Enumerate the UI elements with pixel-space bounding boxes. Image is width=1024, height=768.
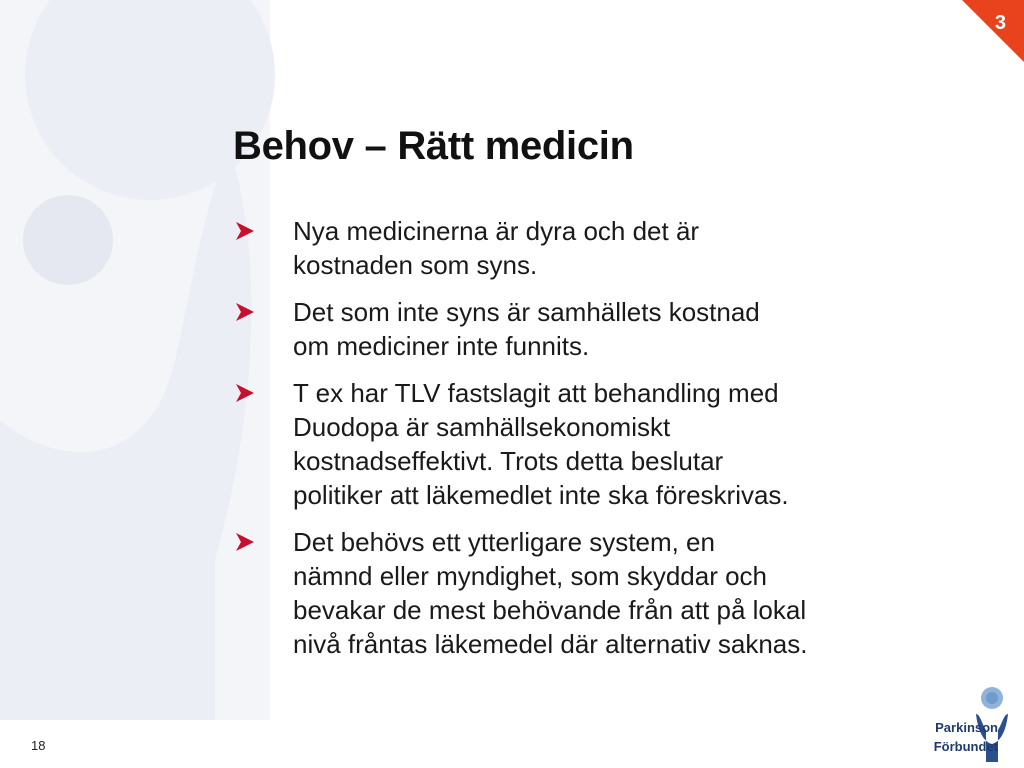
parkinson-forbundet-logo	[918, 684, 1014, 764]
bullet-item	[233, 376, 933, 512]
arrow-bullet-icon	[234, 531, 256, 553]
arrow-bullet-icon	[234, 301, 256, 323]
logo-text-line2: Förbundet	[933, 739, 998, 754]
bullet-text: Det behövs ett ytterligare system, en nämnd eller myndighet, som skyddar och bevakar de mest behövande från att på lokal nivå fråntas läkemedel där alternativ saknas.	[293, 527, 808, 659]
arrow-bullet-icon	[234, 220, 256, 242]
corner-triangle-icon	[944, 0, 1024, 80]
bullet-item	[233, 295, 933, 363]
bullet-text: Det som inte syns är samhällets kostnad om mediciner inte funnits.	[293, 297, 760, 361]
bullet-text: Nya medicinerna är dyra och det är kostnaden som syns.	[293, 216, 700, 280]
bullet-item	[233, 525, 933, 661]
page-number: 18	[31, 738, 46, 753]
bullet-item	[233, 214, 933, 282]
bullet-text: T ex har TLV fastslagit att behandling med Duodopa är samhällsekonomiskt kostnadseffektivt. Trots detta beslutar politiker att läkemedlet inte ska föreskrivas.	[293, 378, 789, 510]
slide-corner-number: 3	[994, 12, 1006, 34]
bullet-list	[233, 214, 933, 674]
logo-text-line1: Parkinson	[935, 720, 998, 735]
slide-title: Behov – Rätt medicin	[233, 124, 634, 168]
arrow-bullet-icon	[234, 382, 256, 404]
